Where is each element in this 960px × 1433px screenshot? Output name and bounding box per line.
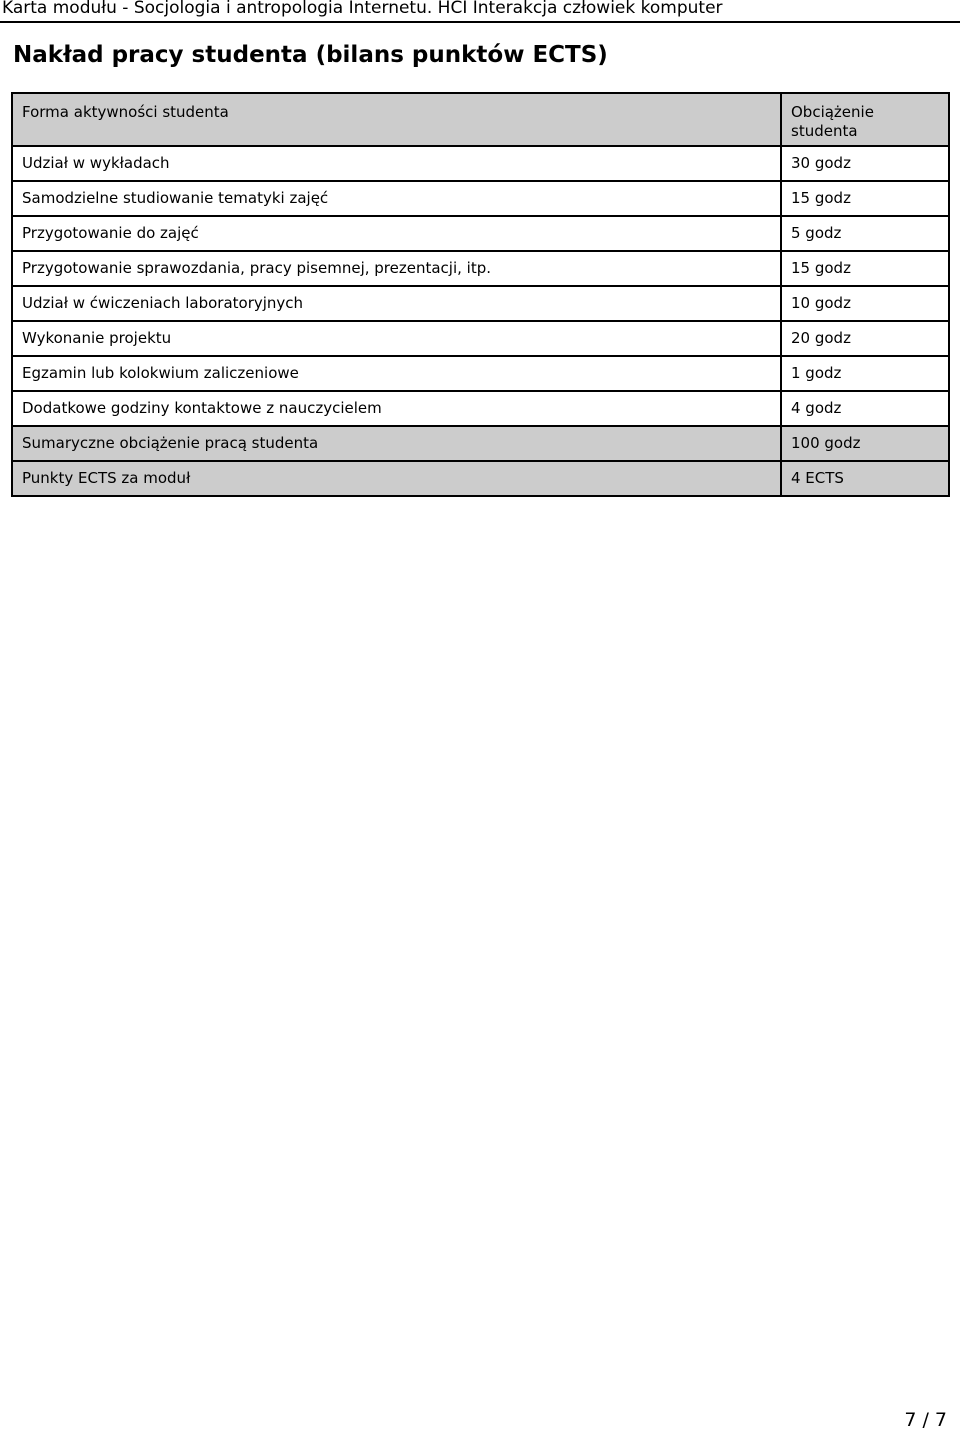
- activity-cell: Przygotowanie do zajęć: [12, 216, 781, 251]
- load-cell: 1 godz: [781, 356, 949, 391]
- load-cell: 30 godz: [781, 146, 949, 181]
- total-workload-row: [12, 426, 949, 461]
- column-header-load: Obciążenie studenta: [781, 93, 949, 146]
- ects-table: [11, 92, 950, 497]
- activity-cell: Przygotowanie sprawozdania, pracy pisemnej, prezentacji, itp.: [12, 251, 781, 286]
- table-row: [12, 181, 949, 216]
- load-cell: 5 godz: [781, 216, 949, 251]
- activity-cell: Samodzielne studiowanie tematyki zajęć: [12, 181, 781, 216]
- page-number: 7 / 7: [904, 1409, 947, 1431]
- table-row: [12, 216, 949, 251]
- ects-points-value: 4 ECTS: [781, 461, 949, 496]
- total-workload-value: 100 godz: [781, 426, 949, 461]
- ects-points-row: [12, 461, 949, 496]
- load-cell: 10 godz: [781, 286, 949, 321]
- table-row: [12, 146, 949, 181]
- table-row: [12, 286, 949, 321]
- ects-points-label: Punkty ECTS za moduł: [12, 461, 781, 496]
- table-row: [12, 356, 949, 391]
- load-cell: 15 godz: [781, 181, 949, 216]
- activity-cell: Dodatkowe godziny kontaktowe z nauczycielem: [12, 391, 781, 426]
- load-cell: 15 godz: [781, 251, 949, 286]
- running-header: Karta modułu - Socjologia i antropologia Internetu. HCI Interakcja człowiek komputer: [0, 0, 960, 23]
- section-title: Nakład pracy studenta (bilans punktów ECTS): [13, 42, 608, 68]
- table-header-row: [12, 93, 949, 146]
- activity-cell: Wykonanie projektu: [12, 321, 781, 356]
- total-workload-label: Sumaryczne obciążenie pracą studenta: [12, 426, 781, 461]
- table-row: [12, 251, 949, 286]
- activity-cell: Udział w ćwiczeniach laboratoryjnych: [12, 286, 781, 321]
- table-row: [12, 391, 949, 426]
- table-row: [12, 321, 949, 356]
- load-cell: 4 godz: [781, 391, 949, 426]
- activity-cell: Udział w wykładach: [12, 146, 781, 181]
- activity-cell: Egzamin lub kolokwium zaliczeniowe: [12, 356, 781, 391]
- column-header-activity: Forma aktywności studenta: [12, 93, 781, 146]
- load-cell: 20 godz: [781, 321, 949, 356]
